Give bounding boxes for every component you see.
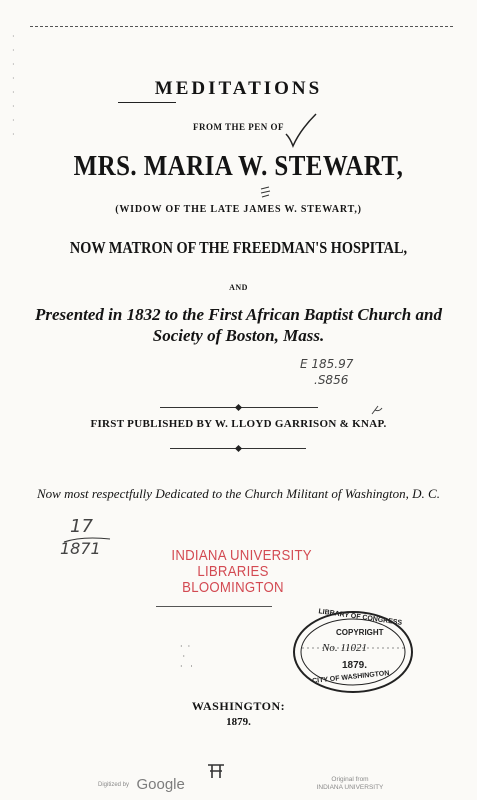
original-from	[300, 776, 400, 792]
google-logo: Google	[136, 776, 185, 794]
stray-dots: · · · · ·	[180, 642, 193, 671]
title-pencil-underline	[118, 102, 176, 103]
original-institution: INDIANA UNIVERSITY	[316, 784, 384, 791]
library-stamp-line3: BLOOMINGTON	[182, 579, 284, 596]
imprint-year: 1879.	[226, 716, 251, 728]
first-published-line: FIRST PUBLISHED BY W. LLOYD GARRISON & KNAP.	[90, 418, 387, 430]
original-from-label: Original from	[331, 776, 369, 783]
book-title: MEDITATIONS	[154, 78, 323, 99]
digitized-by-label: Digitized by	[98, 781, 130, 788]
and-line: AND	[229, 283, 248, 292]
ornament-diamond-lower	[235, 445, 242, 452]
seal-arc-top: LIBRARY OF CONGRESS	[317, 608, 403, 627]
handwritten-number-bottom: 1871	[60, 539, 101, 558]
seal-number: No. 11021	[322, 642, 368, 654]
imprint-city: WASHINGTON:	[191, 699, 286, 713]
stamp-underline-rule	[156, 606, 272, 607]
pencil-checkmark-icon	[284, 112, 318, 152]
library-stamp-line2: LIBRARIES	[197, 563, 269, 580]
margin-marks: · · · · · · · ·	[12, 32, 15, 139]
from-the-pen-of: FROM THE PEN OF	[192, 122, 285, 132]
dedication: Now most respectfully Dedicated to the Church Militant of Washington, D. C.	[37, 486, 440, 501]
library-stamp-line1: INDIANA UNIVERSITY	[171, 547, 312, 564]
call-number	[300, 356, 353, 388]
ornament-diamond-upper	[235, 404, 242, 411]
matron-line: NOW MATRON OF THE FREEDMAN'S HOSPITAL,	[69, 238, 408, 257]
seal-arc-bottom: CITY OF WASHINGTON	[311, 669, 390, 686]
library-emblem-icon	[206, 762, 226, 788]
handwritten-number-top: 17	[70, 516, 93, 537]
top-border-rule	[30, 26, 453, 27]
seal-copyright-label: COPYRIGHT	[336, 628, 384, 637]
author-name: MRS. MARIA W. STEWART,	[73, 150, 404, 182]
seal-year: 1879.	[342, 660, 368, 671]
pencil-tick-marks	[259, 186, 273, 198]
handwritten-slash	[62, 534, 112, 546]
call-number-line1: E 185.97	[300, 357, 354, 371]
call-number-line2: .S856	[314, 373, 349, 387]
pencil-mark-icon	[370, 404, 384, 416]
widow-line: (WIDOW OF THE LATE JAMES W. STEWART,)	[115, 204, 362, 215]
presented-line: Presented in 1832 to the First African Baptist Church and Society of Boston, Mass.	[35, 305, 442, 345]
library-stamp	[171, 547, 312, 596]
digitized-by-google	[98, 776, 185, 794]
